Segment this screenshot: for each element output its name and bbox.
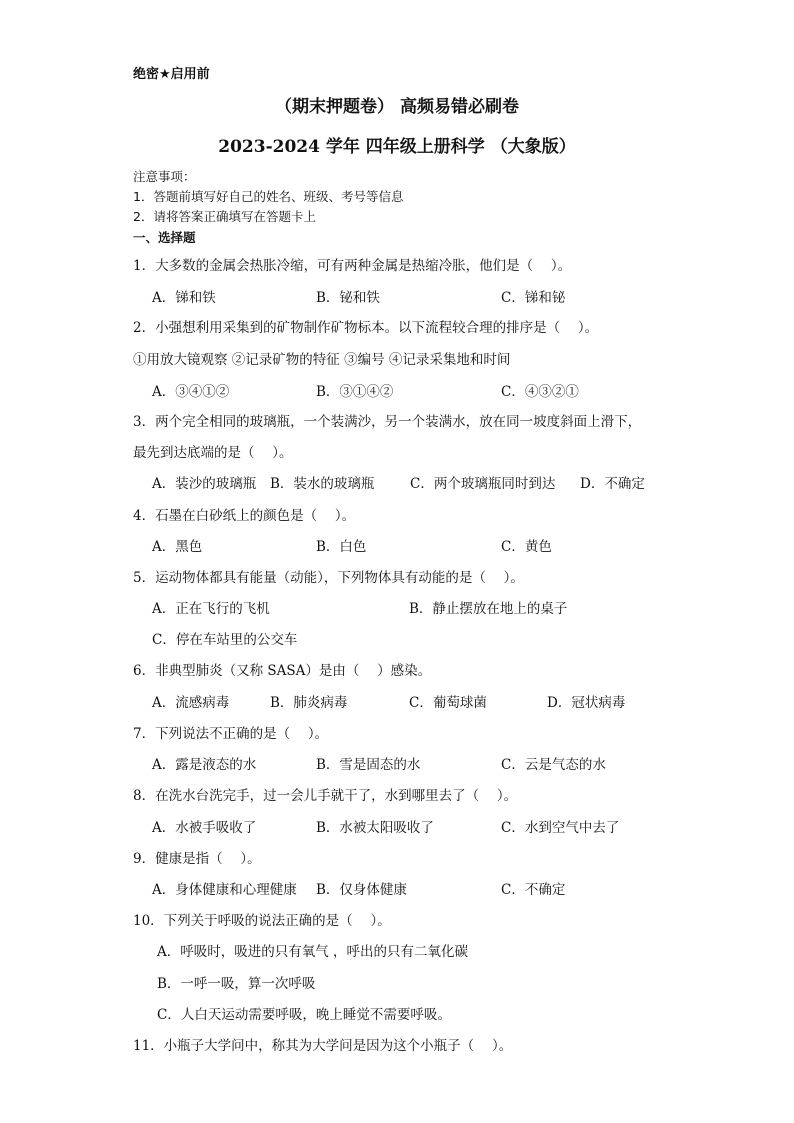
notes-heading: 注意事项： (133, 169, 196, 184)
option-b: B．肺炎病毒 (270, 695, 348, 711)
question-7: 7．下列说法不正确的是（ ）。 (133, 726, 329, 742)
option-b: B．雪是固态的水 (316, 757, 421, 773)
question-2-steps: ①用放大镜观察 ②记录矿物的特征 ③编号 ④记录采集地和时间 (133, 352, 511, 368)
option-a: A．水被手吸收了 (152, 820, 257, 836)
confidential-mark: 绝密★启用前 (133, 67, 210, 82)
option-a: A．露是液态的水 (152, 757, 257, 773)
option-a: A．流感病毒 (152, 695, 230, 711)
option-a: A．黑色 (152, 539, 203, 555)
option-b: B．水被太阳吸收了 (316, 820, 434, 836)
question-3: 3．两个完全相同的玻璃瓶，一个装满沙，另一个装满水，放在同一坡度斜面上滑下， (133, 414, 642, 430)
exam-title: （期末押题卷） 高频易错必刷卷 (275, 97, 519, 117)
option-a: A．身体健康和心理健康 (152, 882, 297, 898)
option-a: A．呼吸时，吸进的只有氧气 ，呼出的只有二氧化碳 (157, 944, 469, 960)
option-c: C．两个玻璃瓶同时到达 (410, 476, 556, 492)
question-5: 5．运动物体都具有能量（动能），下列物体具有动能的是（ ）。 (133, 570, 524, 586)
option-c: C．锑和铋 (501, 290, 566, 306)
option-a: A．正在飞行的飞机 (152, 601, 270, 617)
option-a: A．锑和铁 (152, 290, 216, 306)
question-3-continued: 最先到达底端的是（ ）。 (133, 445, 293, 461)
question-1: 1．大多数的金属会热胀冷缩，可有两种金属是热缩冷胀，他们是（ ）。 (133, 258, 572, 274)
option-c: C．停在车站里的公交车 (152, 632, 298, 648)
option-b: B．仅身体健康 (316, 882, 407, 898)
question-6: 6．非典型肺炎（又称 SASA）是由（ ）感染。 (133, 663, 432, 679)
question-9: 9．健康是指（ ）。 (133, 851, 261, 867)
option-d: D．冠状病毒 (547, 695, 626, 711)
option-a: A．③④①② (152, 384, 230, 400)
question-11: 11．小瓶子大学问中，称其为大学问是因为这个小瓶子（ ）。 (133, 1038, 513, 1054)
question-8: 8．在洗水台洗完手，过一会儿手就干了，水到哪里去了（ ）。 (133, 788, 518, 804)
option-b: B．铋和铁 (316, 290, 380, 306)
option-d: D．不确定 (580, 476, 645, 492)
option-c: C．云是气态的水 (501, 757, 606, 773)
section-title: 一、选择题 (133, 230, 196, 245)
option-b: B．白色 (316, 539, 367, 555)
option-c: C．葡萄球菌 (409, 695, 487, 711)
notes-item: 2．请将答案正确填写在答题卡上 (133, 209, 316, 224)
option-c: C．④③②① (501, 384, 579, 400)
exam-subtitle: 2023-2024 学年 四年级上册科学 （大象版） (218, 137, 576, 157)
notes-item: 1．答题前填写好自己的姓名、班级、考号等信息 (133, 189, 404, 204)
option-c: C．不确定 (501, 882, 566, 898)
option-b: B．装水的玻璃瓶 (270, 476, 375, 492)
question-2: 2．小强想利用采集到的矿物制作矿物标本。以下流程较合理的排序是（ ）。 (133, 320, 599, 336)
option-c: C．黄色 (501, 539, 552, 555)
option-b: B．静止摆放在地上的桌子 (409, 601, 568, 617)
option-a: A．装沙的玻璃瓶 (152, 476, 257, 492)
question-10: 10．下列关于呼吸的说法正确的是（ ）。 (133, 913, 391, 929)
question-4: 4．石墨在白砂纸上的颜色是（ ）。 (133, 508, 356, 524)
option-b: B．③①④② (316, 384, 394, 400)
option-c: C．水到空气中去了 (501, 820, 620, 836)
option-b: B．一呼一吸，算一次呼吸 (157, 976, 316, 992)
option-c: C．人白天运动需要呼吸，晚上睡觉不需要呼吸。 (157, 1007, 451, 1023)
